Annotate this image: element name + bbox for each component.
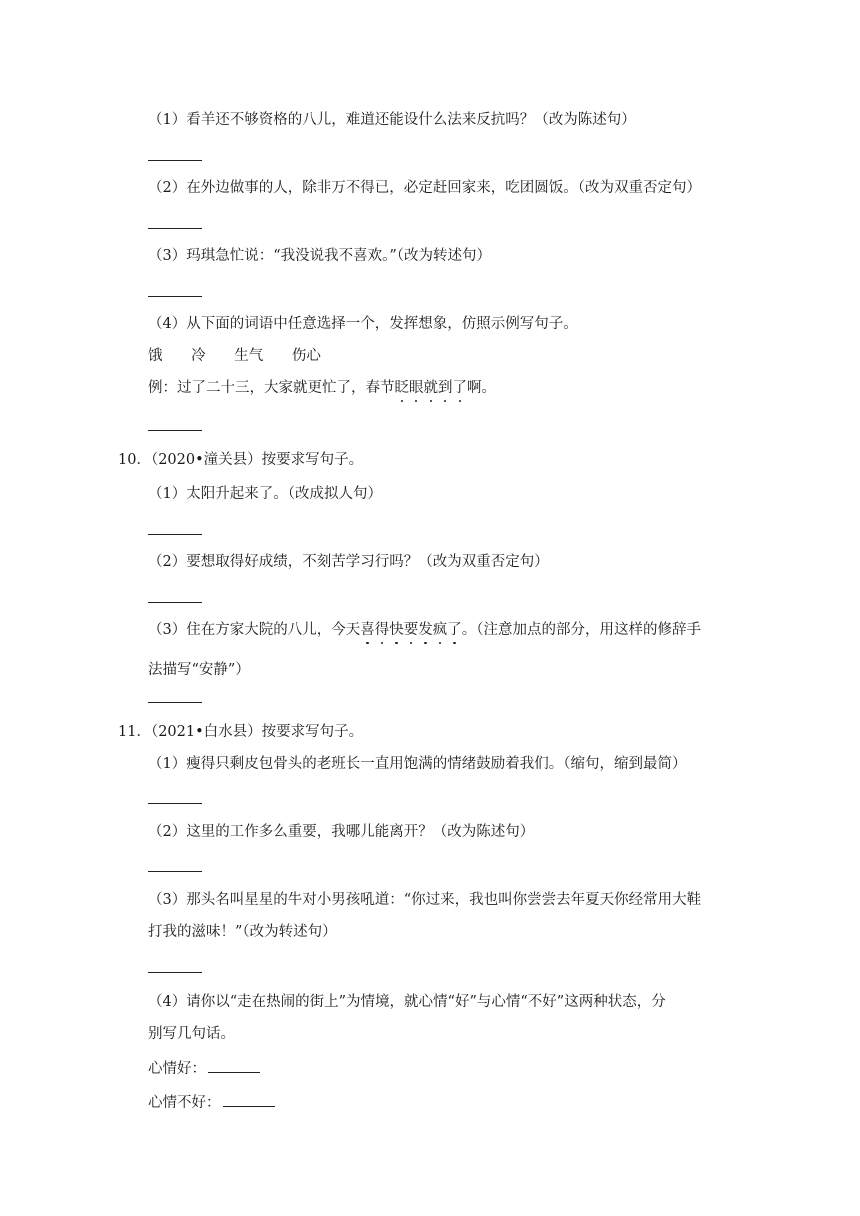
dotted-char: 要 (403, 622, 419, 638)
q9-answer-blank-2[interactable] (148, 228, 202, 229)
q9-example-text: 例：过了二十三，大家就更忙了，春节 (148, 380, 395, 396)
q11-good-mood-row (148, 1058, 260, 1079)
q9-answer-blank-1[interactable] (148, 160, 202, 161)
q10-sentence-3-text: 。（注意加点的部分，用这样的修辞手 (461, 622, 701, 638)
q9-answer-blank-3[interactable] (148, 296, 202, 297)
dotted-char: 眨 (394, 380, 409, 396)
q11-sentence-2: （2）这里的工作多么重要，我哪儿能离开？（改为陈述句） (148, 824, 535, 840)
q11-header: 11．（2021•白水县）按要求写句子。 (118, 724, 364, 740)
q11-sentence-4: （4）请你以“走在热闹的街上”为情境，就心情“好”与心情“不好”这两种状态，分 (148, 994, 666, 1010)
q11-sentence-3: （3）那头名叫星星的牛对小男孩吼道：“你过来，我也叫你尝尝去年夏天你经常用大鞋 (148, 892, 702, 908)
q9-example-text: 啊。 (467, 380, 496, 396)
dotted-char: 就 (423, 380, 438, 396)
dotted-char: 喜 (360, 622, 375, 638)
q10-answer-blank-1[interactable] (148, 534, 202, 535)
q9-word: 生气 (234, 348, 264, 364)
q10-sentence-3 (148, 620, 701, 640)
dotted-char: 得 (374, 622, 390, 638)
good-mood-blank[interactable] (208, 1058, 260, 1073)
q11-sentence-3-cont: 打我的滋味！”（改为转述句） (148, 924, 337, 940)
q11-answer-blank-3[interactable] (148, 972, 202, 973)
q9-word: 伤心 (291, 348, 321, 364)
q9-sentence-4: （4）从下面的词语中任意选择一个，发挥想象，仿照示例写句子。 (148, 316, 578, 332)
q10-answer-blank-2[interactable] (148, 602, 202, 603)
q11-answer-blank-1[interactable] (148, 803, 202, 804)
q9-word: 冷 (191, 348, 206, 364)
q9-word: 饿 (148, 348, 163, 364)
q10-answer-blank-3[interactable] (148, 702, 202, 703)
q10-sentence-3-text: （3）住在方家大院的八儿，今天 (148, 622, 361, 638)
q10-sentence-3-cont: 法描写“安静”） (148, 662, 250, 678)
q9-sentence-3: （3）玛琪急忙说：“我没说我不喜欢。”（改为转述句） (148, 248, 492, 264)
q9-word-list (148, 346, 345, 366)
q9-sentence-2: （2）在外边做事的人，除非万不得已，必定赶回家来，吃团圆饭。（改为双重否定句） (148, 180, 701, 196)
q11-sentence-1: （1）瘦得只剩皮包骨头的老班长一直用饱满的情绪鼓励着我们。（缩句，缩到最简） (148, 756, 687, 772)
q10-header: 10．（2020•潼关县）按要求写句子。 (118, 452, 364, 468)
q10-sentence-2: （2）要想取得好成绩，不刻苦学习行吗？（改为双重否定句） (148, 554, 549, 570)
dotted-char: 眼 (409, 380, 424, 396)
bad-mood-blank[interactable] (223, 1092, 275, 1107)
dotted-char: 快 (389, 622, 404, 638)
q9-answer-blank-4[interactable] (148, 430, 202, 431)
q11-sentence-4-cont: 别写几句话。 (148, 1026, 235, 1042)
q11-answer-blank-2[interactable] (148, 871, 202, 872)
dotted-char: 到 (438, 380, 453, 396)
dotted-char: 发 (418, 622, 433, 638)
q11-bad-mood-row (148, 1092, 275, 1113)
good-mood-label: 心情好： (148, 1061, 206, 1077)
dotted-char: 了 (447, 622, 462, 638)
q9-sentence-1: （1）看羊还不够资格的八儿，难道还能设什么法来反抗吗？（改为陈述句） (148, 112, 636, 128)
dotted-char: 疯 (432, 622, 448, 638)
bad-mood-label: 心情不好： (148, 1095, 221, 1111)
q9-example (148, 378, 496, 398)
q10-sentence-1: （1）太阳升起来了。（改成拟人句） (148, 486, 382, 502)
dotted-char: 了 (452, 380, 467, 396)
